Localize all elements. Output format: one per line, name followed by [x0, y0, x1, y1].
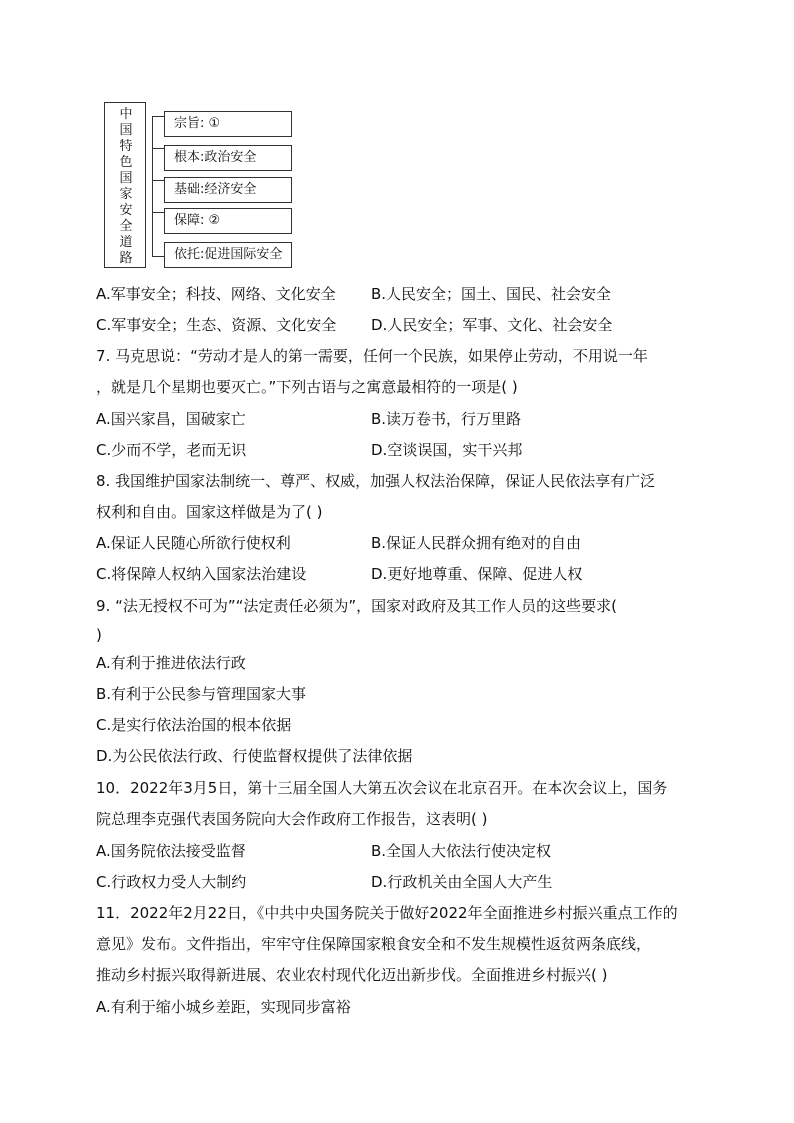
q7-option-d: D.空谈误国，实干兴邦	[371, 441, 523, 459]
q8-option-b: B.保证人民群众拥有绝对的自由	[371, 534, 582, 552]
diagram-item-foundation: 基础:经济安全	[164, 177, 292, 203]
q9-option-b: B.有利于公民参与管理国家大事	[96, 685, 307, 703]
q9-stem-line2: )	[96, 626, 102, 644]
diagram-title-char: 全	[119, 219, 133, 234]
diagram-title-char: 道	[119, 235, 133, 250]
q6-option-b: B.人民安全；国土、国民、社会安全	[371, 285, 612, 303]
q8-option-a: A.保证人民随心所欲行使权利	[96, 534, 291, 552]
q10-option-b: B.全国人大依法行使决定权	[371, 842, 552, 860]
q11-stem-line3: 推动乡村振兴取得新进展、农业农村现代化迈出新步伐。全面推进乡村振兴( )	[96, 966, 608, 984]
diagram-title-char: 中	[119, 107, 133, 122]
q6-option-a: A.军事安全；科技、网络、文化安全	[96, 285, 336, 303]
diagram-item-purpose: 宗旨: ①	[164, 111, 292, 137]
diagram-title-box	[104, 102, 146, 268]
q8-stem-line2: 权利和自由。国家这样做是为了( )	[96, 503, 323, 521]
diagram-item-guarantee: 保障: ②	[164, 208, 292, 234]
q9-option-c: C.是实行依法治国的根本依据	[96, 716, 292, 734]
q10-option-a: A.国务院依法接受监督	[96, 842, 246, 860]
diagram-connector	[152, 256, 164, 257]
diagram-item-support: 依托:促进国际安全	[164, 242, 292, 268]
q10-option-c: C.行政权力受人大制约	[96, 873, 247, 891]
diagram-title-char: 安	[119, 203, 133, 218]
q6-option-d: D.人民安全；军事、文化、社会安全	[371, 316, 613, 334]
diagram-connector	[152, 180, 164, 181]
diagram-title-char: 特	[119, 139, 133, 154]
q8-option-d: D.更好地尊重、保障、促进人权	[371, 565, 583, 583]
diagram-title-char: 家	[119, 187, 133, 202]
q7-stem-line2: ，就是几个星期也要灭亡。”下列古语与之寓意最相符的一项是( )	[96, 378, 518, 396]
diagram-bracket	[152, 116, 153, 256]
diagram-item-root: 根本:政治安全	[164, 145, 292, 171]
diagram-title-char: 路	[119, 251, 133, 266]
diagram-connector	[152, 212, 164, 213]
q7-option-c: C.少而不学，老而无识	[96, 441, 247, 459]
q11-option-a: A.有利于缩小城乡差距，实现同步富裕	[96, 998, 351, 1016]
q9-option-a: A.有利于推进依法行政	[96, 654, 246, 672]
q10-stem-line1: 10．2022年3月5日，第十三届全国人大第五次会议在北京召开。在本次会议上，国务	[96, 779, 668, 797]
q8-stem-line1: 8. 我国维护国家法制统一、尊严、权威，加强人权法治保障，保证人民依法享有广泛	[96, 472, 656, 490]
q9-stem-line1: 9. “法无授权不可为”“法定责任必须为”，国家对政府及其工作人员的这些要求(	[96, 597, 618, 615]
q7-option-a: A.国兴家昌，国破家亡	[96, 410, 246, 428]
diagram-connector	[152, 148, 164, 149]
q11-stem-line2: 意见》发布。文件指出，牢牢守住保障国家粮食安全和不发生规模性返贫两条底线，	[96, 935, 652, 953]
q7-option-b: B.读万卷书，行万里路	[371, 410, 522, 428]
diagram-title-char: 色	[119, 155, 133, 170]
q6-option-c: C.军事安全；生态、资源、文化安全	[96, 316, 337, 334]
diagram-title-char: 国	[119, 123, 133, 138]
q7-stem-line1: 7. 马克思说：“劳动才是人的第一需要，任何一个民族，如果停止劳动，不用说一年	[96, 347, 648, 365]
q10-option-d: D.行政机关由全国人大产生	[371, 873, 553, 891]
security-path-diagram	[100, 102, 300, 272]
q9-option-d: D.为公民依法行政、行使监督权提供了法律依据	[96, 747, 413, 765]
diagram-connector	[152, 116, 164, 117]
diagram-title-char: 国	[119, 171, 133, 186]
q11-stem-line1: 11．2022年2月22日，《中共中央国务院关于做好2022年全面推进乡村振兴重点工作的	[96, 904, 678, 922]
q10-stem-line2: 院总理李克强代表国务院向大会作政府工作报告，这表明( )	[96, 810, 488, 828]
q8-option-c: C.将保障人权纳入国家法治建设	[96, 565, 307, 583]
